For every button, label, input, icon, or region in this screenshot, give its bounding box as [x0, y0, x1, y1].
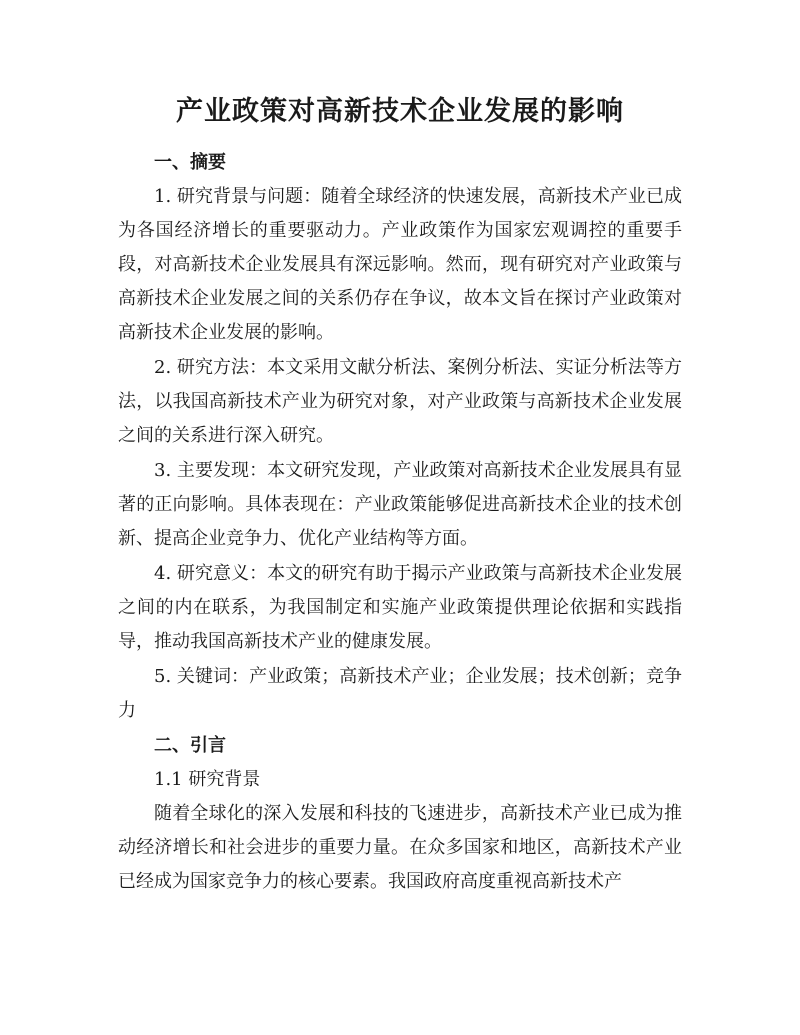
abstract-item-findings: 3. 主要发现：本文研究发现，产业政策对高新技术企业发展具有显著的正向影响。具体表现在：产业政策能够促进高新技术企业的技术创新、提高企业竞争力、优化产业结构等方面。: [118, 460, 682, 549]
abstract-item-keywords: 5. 关键词：产业政策；高新技术产业；企业发展；技术创新；竞争力: [118, 666, 682, 721]
document-title: 产业政策对高新技术企业发展的影响: [176, 96, 624, 127]
abstract-item-significance: 4. 研究意义：本文的研究有助于揭示产业政策与高新技术企业发展之间的内在联系，为我国制定和实施产业政策提供理论依据和实践指导，推动我国高新技术产业的健康发展。: [118, 563, 682, 652]
abstract-item-methods: 2. 研究方法：本文采用文献分析法、案例分析法、实证分析法等方法，以我国高新技术产业为研究对象，对产业政策与高新技术企业发展之间的关系进行深入研究。: [118, 357, 682, 446]
section-heading-abstract: 一、摘要: [154, 152, 226, 173]
abstract-item-background: 1. 研究背景与问题：随着全球经济的快速发展，高新技术产业已成为各国经济增长的重要驱动力。产业政策作为国家宏观调控的重要手段，对高新技术企业发展具有深远影响。然而，现有研究对产业政策与高新技术企业发展之间的关系仍存在争议，故本文旨在探讨产业政策对高新技术企业发展的影响。: [118, 186, 682, 343]
sub-heading-research-background: 1.1 研究背景: [154, 769, 261, 790]
section-heading-introduction: 二、引言: [154, 735, 226, 756]
introduction-paragraph: 随着全球化的深入发展和科技的飞速进步，高新技术产业已成为推动经济增长和社会进步的重要力量。在众多国家和地区，高新技术产业已经成为国家竞争力的核心要素。我国政府高度重视高新技术产: [118, 803, 682, 892]
